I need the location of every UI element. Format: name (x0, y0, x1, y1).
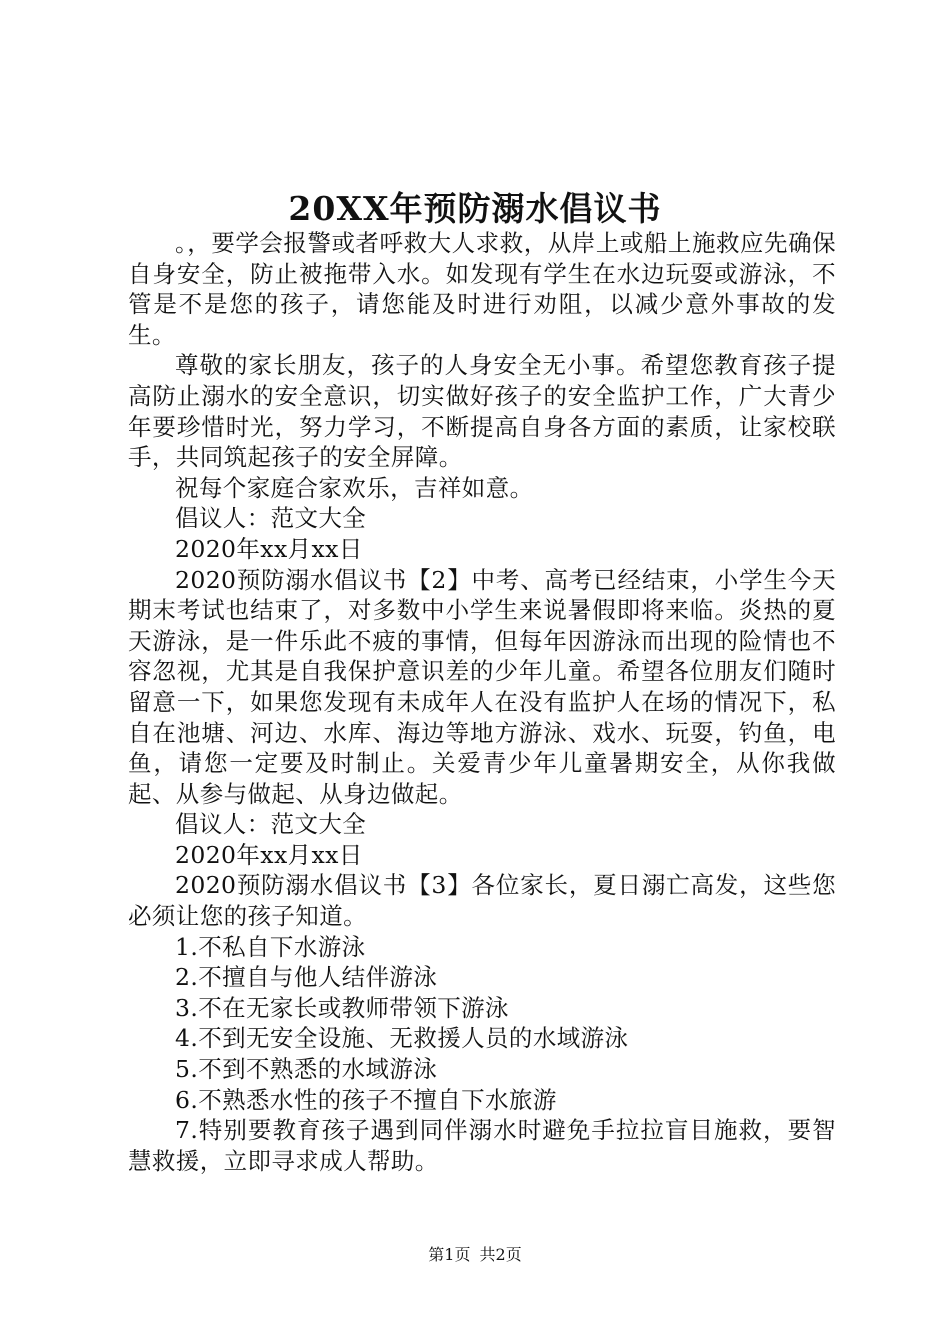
paragraph-5: 2020预防溺水倡议书【3】各位家长，夏日溺亡高发，这些您必须让您的孩子知道。 (128, 871, 836, 931)
paragraph-3: 祝每个家庭合家欢乐，吉祥如意。 (175, 473, 534, 502)
list-item-3: 3.不在无家长或教师带领下游泳 (175, 993, 509, 1022)
list-item-6: 6.不熟悉水性的孩子不擅自下水旅游 (175, 1085, 557, 1114)
paragraph-1: 。，要学会报警或者呼救大人求救，从岸上或船上施救应先确保自身安全，防止被拖带入水。如发现有学生在水边玩耍或游泳，不管是不是您的孩子，请您能及时进行劝阻，以减少意外事故的发生。 (128, 229, 836, 349)
list-item-5: 5.不到不熟悉的水域游泳 (175, 1055, 438, 1084)
date-line-1: 2020年xx月xx日 (175, 534, 363, 563)
page-total: 共2页 (479, 1245, 522, 1264)
date-line-2: 2020年xx月xx日 (175, 840, 363, 869)
list-item-2: 2.不擅自与他人结伴游泳 (175, 963, 438, 992)
signer-line-2: 倡议人：范文大全 (175, 810, 367, 839)
paragraph-4: 2020预防溺水倡议书【2】中考、高考已经结束，小学生今天期末考试也结束了，对多数中小学生来说暑假即将来临。炎热的夏天游泳，是一件乐此不疲的事情，但每年因游泳而出现的险情也不容忽视，尤其是自我保护意识差的少年儿童。希望各位朋友们随时留意一下，如果您发现有未成年人在没有监护人在场的情况下，私自在池塘、河边、水库、海边等地方游泳、戏水、玩耍，钓鱼，电鱼，请您一定要及时制止。关爱青少年儿童暑期安全，从你我做起、从参与做起、从身边做起。 (128, 565, 836, 808)
document-body (128, 228, 836, 1176)
document-title: 20XX年预防溺水倡议书 (288, 189, 662, 228)
paragraph-2: 尊敬的家长朋友，孩子的人身安全无小事。希望您教育孩子提高防止溺水的安全意识，切实做好孩子的安全监护工作，广大青少年要珍惜时光，努力学习，不断提高自身各方面的素质，让家校联手，共同筑起孩子的安全屏障。 (128, 351, 836, 472)
list-item-1: 1.不私自下水游泳 (175, 932, 366, 961)
signer-line-1: 倡议人：范文大全 (175, 504, 367, 533)
page-number: 第1页 (428, 1245, 471, 1264)
list-item-7: 7.特别要教育孩子遇到同伴溺水时避免手拉拉盲目施救，要智慧救援，立即寻求成人帮助。 (128, 1116, 836, 1175)
page-footer (0, 1244, 950, 1266)
list-item-4: 4.不到无安全设施、无救援人员的水域游泳 (175, 1024, 629, 1053)
